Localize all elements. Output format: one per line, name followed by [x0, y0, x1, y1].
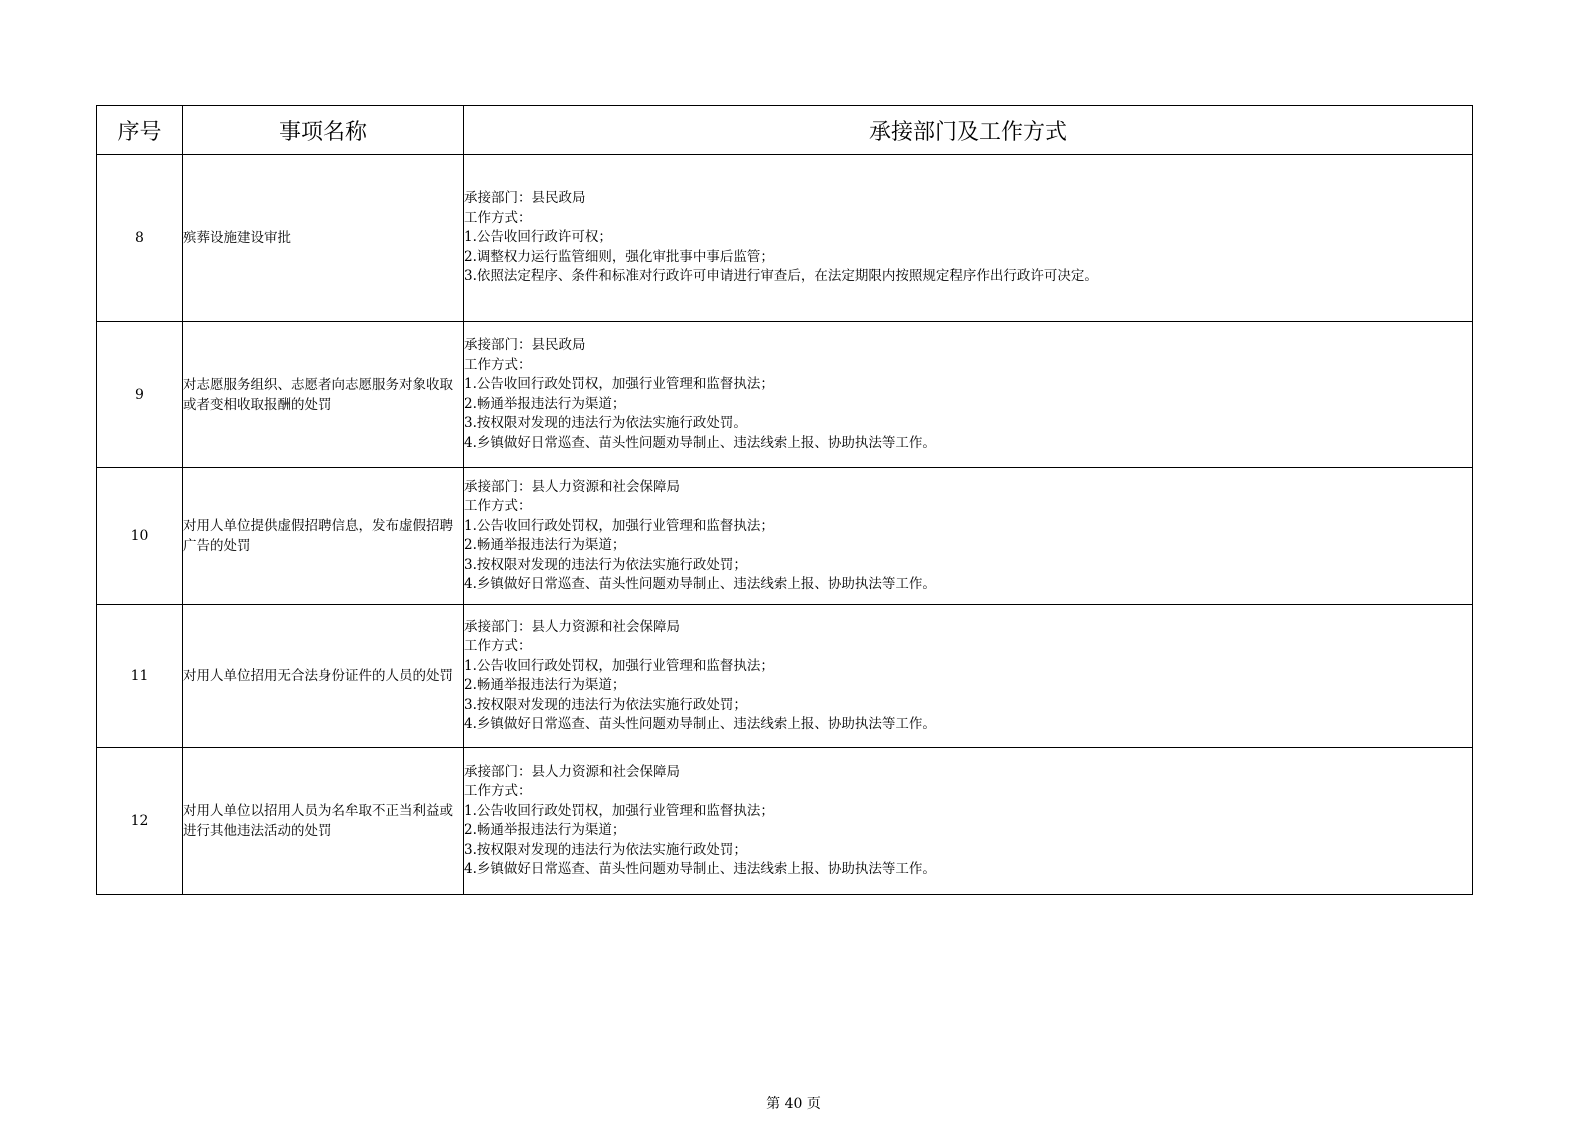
method-step-line: 2.畅通举报违法行为渠道；	[464, 395, 626, 412]
page-number: 第 40 页	[766, 1096, 821, 1112]
table-row	[97, 748, 1473, 895]
department-method-cell	[464, 605, 1473, 748]
department-method-cell	[464, 468, 1473, 605]
serial-number-cell: 10	[97, 468, 183, 605]
department-line: 承接部门：县民政局	[464, 337, 586, 353]
serial-number-cell: 12	[97, 748, 183, 895]
method-step-line: 2.畅通举报违法行为渠道；	[464, 822, 626, 838]
department-line: 承接部门：县人力资源和社会保障局	[464, 618, 680, 635]
method-step-line: 3.依照法定程序、条件和标准对行政许可申请进行审查后，在法定期限内按照规定程序作出行政许可决定。	[464, 268, 1098, 285]
item-name-cell: 对用人单位提供虚假招聘信息，发布虚假招聘广告的处罚	[183, 468, 464, 605]
department-line: 承接部门：县民政局	[464, 190, 586, 207]
method-step-line: 1.公告收回行政处罚权，加强行业管理和监督执法；	[464, 517, 774, 534]
method-heading-line: 工作方式：	[464, 356, 532, 373]
department-method-cell	[464, 322, 1473, 468]
item-name-cell: 殡葬设施建设审批	[183, 155, 464, 322]
item-name-cell: 对用人单位招用无合法身份证件的人员的处罚	[183, 605, 464, 748]
method-step-line: 3.按权限对发现的违法行为依法实施行政处罚；	[464, 696, 747, 713]
method-step-line: 1.公告收回行政处罚权，加强行业管理和监督执法；	[464, 802, 774, 819]
header-item-name: 事项名称	[183, 106, 464, 155]
method-step-line: 1.公告收回行政处罚权，加强行业管理和监督执法；	[464, 376, 774, 392]
header-row	[97, 106, 1473, 155]
method-step-line: 4.乡镇做好日常巡查、苗头性问题劝导制止、违法线索上报、协助执法等工作。	[464, 434, 936, 451]
method-step-line: 1.公告收回行政处罚权，加强行业管理和监督执法；	[464, 657, 774, 674]
method-heading-line: 工作方式：	[464, 638, 532, 654]
item-name-cell: 对用人单位以招用人员为名牟取不正当利益或进行其他违法活动的处罚	[183, 748, 464, 895]
header-department-and-method: 承接部门及工作方式	[464, 106, 1473, 155]
method-step-line: 2.畅通举报违法行为渠道；	[464, 537, 626, 553]
table-header	[97, 106, 1473, 155]
items-table	[96, 105, 1473, 895]
method-heading-line: 工作方式：	[464, 783, 532, 799]
table-row	[97, 468, 1473, 605]
department-method-cell	[464, 155, 1473, 322]
method-step-line: 4.乡镇做好日常巡查、苗头性问题劝导制止、违法线索上报、协助执法等工作。	[464, 861, 936, 877]
serial-number-cell: 11	[97, 605, 183, 748]
serial-number-cell: 8	[97, 155, 183, 322]
department-line: 承接部门：县人力资源和社会保障局	[464, 763, 680, 780]
method-step-line: 4.乡镇做好日常巡查、苗头性问题劝导制止、违法线索上报、协助执法等工作。	[464, 576, 936, 592]
department-method-cell	[464, 748, 1473, 895]
method-step-line: 3.按权限对发现的违法行为依法实施行政处罚；	[464, 841, 747, 858]
method-heading-line: 工作方式：	[464, 498, 532, 514]
method-step-line: 3.按权限对发现的违法行为依法实施行政处罚；	[464, 556, 747, 573]
serial-number-cell: 9	[97, 322, 183, 468]
method-step-line: 2.调整权力运行监管细则，强化审批事中事后监管；	[464, 248, 774, 265]
table-row	[97, 155, 1473, 322]
method-step-line: 2.畅通举报违法行为渠道；	[464, 677, 626, 693]
table-row	[97, 322, 1473, 468]
method-step-line: 4.乡镇做好日常巡查、苗头性问题劝导制止、违法线索上报、协助执法等工作。	[464, 716, 936, 732]
item-name-cell: 对志愿服务组织、志愿者向志愿服务对象收取或者变相收取报酬的处罚	[183, 322, 464, 468]
header-serial-number: 序号	[97, 106, 183, 155]
method-heading-line: 工作方式：	[464, 209, 532, 226]
method-step-line: 1.公告收回行政许可权；	[464, 229, 612, 246]
method-step-line: 3.按权限对发现的违法行为依法实施行政处罚。	[464, 415, 747, 431]
table-row	[97, 605, 1473, 748]
department-line: 承接部门：县人力资源和社会保障局	[464, 478, 680, 495]
table-body	[97, 155, 1473, 895]
